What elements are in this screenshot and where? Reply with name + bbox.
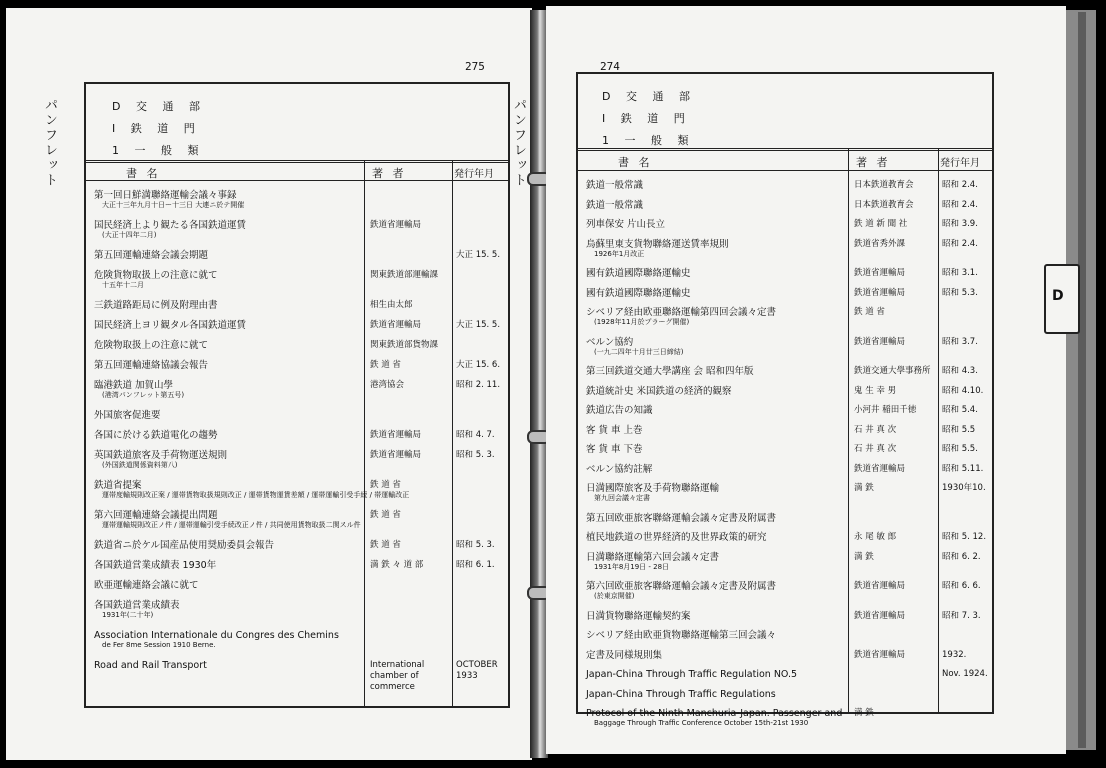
right-col-year-header: 発行年月 xyxy=(940,158,980,169)
row-year: 昭和 5. 3. xyxy=(456,450,495,460)
row-title: 鉄道広告の知識 xyxy=(586,405,653,416)
row-note: 1931年(二十年) xyxy=(102,611,154,619)
row-year: 昭和 5. 12. xyxy=(942,532,987,542)
row-year: 昭和 3.7. xyxy=(942,336,978,347)
row-author: 関東鉄道部貨物課 xyxy=(370,340,439,350)
row-author: 相生由太郎 xyxy=(370,300,413,310)
row-year: 昭和 2.4. xyxy=(942,199,978,210)
row-author: 鉄道省運輸局 xyxy=(854,649,906,660)
row-title: 第一回日鮮満聯絡運輸会議々事録 xyxy=(94,190,237,201)
row-year: 大正 15. 6. xyxy=(456,360,501,370)
row-author: 石 井 真 次 xyxy=(854,444,897,454)
row-year: 昭和 4.10. xyxy=(942,385,984,396)
row-year: 昭和 3.1. xyxy=(942,268,978,278)
row-author: 鉄 道 省 xyxy=(370,360,401,370)
row-title: 第五回欧亜旅客聯絡運輸会議々定書及附属書 xyxy=(586,512,777,524)
row-author: 鉄 道 省 xyxy=(854,307,885,317)
row-author: 日本鉄道教育会 xyxy=(854,199,914,210)
left-header-department: I 鉄 道 門 xyxy=(112,122,201,135)
row-year: Nov. 1924. xyxy=(942,669,988,679)
binder-edge-shadow xyxy=(1078,12,1086,748)
right-header-division: D 交 通 部 xyxy=(602,90,696,103)
right-col-author-header: 著 者 xyxy=(856,156,891,169)
row-title: 臨港鉄道 加賀山學 xyxy=(94,380,174,391)
row-title: 客 貨 車 下巻 xyxy=(586,444,643,455)
left-header-division: D 交 通 部 xyxy=(112,100,206,113)
row-author: 鉄 道 省 xyxy=(370,480,401,490)
row-title: 客 貨 車 上巻 xyxy=(586,424,643,436)
index-tab-letter: D xyxy=(1052,288,1064,304)
row-year: 昭和 5. 3. xyxy=(456,540,495,550)
left-page-number: 275 xyxy=(465,60,485,73)
row-author: 鉄道省運輸局 xyxy=(854,463,906,474)
row-note: (一九二四年十月廿三日締結) xyxy=(594,347,684,356)
row-title: 第六回欧亜旅客聯絡運輸会議々定書及附属書 xyxy=(586,581,777,592)
row-note: Baggage Through Traffic Conference October 15th-21st 1930 xyxy=(594,719,809,727)
row-author: 日本鉄道教育会 xyxy=(854,180,914,190)
row-author: 鉄道省運輸局 xyxy=(854,610,906,621)
right-header-category: 1 一 般 類 xyxy=(602,134,695,147)
right-header-department: I 鉄 道 門 xyxy=(602,112,691,125)
row-note: (港湾パンフレット第五号) xyxy=(102,391,185,399)
left-side-label: パンフレット xyxy=(42,98,57,188)
row-title: ベルン協約註解 xyxy=(586,463,653,475)
row-author: 満 鉄 xyxy=(854,483,874,493)
row-title: 三鉄道路距局に例及附理由書 xyxy=(94,300,218,311)
row-year: 昭和 2. 11. xyxy=(456,380,501,390)
row-year: 昭和 6. 1. xyxy=(456,560,495,570)
row-note: 1926年1月改正 xyxy=(594,249,645,258)
row-author: 鉄道省運輸局 xyxy=(854,287,906,298)
row-title: 國有鉄道國際聯絡運輸史 xyxy=(586,287,691,299)
row-note: 第九回会議々定書 xyxy=(594,494,650,502)
row-author: 鉄道省運輸局 xyxy=(854,268,906,278)
row-author: 港湾協会 xyxy=(370,380,405,390)
row-year: 昭和 3.9. xyxy=(942,219,978,229)
row-title: 第三回鉄道交通大學講座 会 昭和四年版 xyxy=(586,366,754,377)
row-title: 日満聯絡運輸第六回会議々定書 xyxy=(586,551,720,563)
row-title: 鉄道統計史 米国鉄道の経済的観察 xyxy=(586,385,732,397)
row-author: 小河井 稲田千徳 xyxy=(854,405,917,415)
row-title: 鉄道省ニ於ケル国産品使用奨励委員会報告 xyxy=(94,540,275,551)
row-year: OCTOBER 1933 xyxy=(456,660,498,681)
row-title: 日満國際旅客及手荷物聯絡運輸 xyxy=(586,483,720,494)
row-year: 昭和 2.4. xyxy=(942,238,978,249)
row-year: 昭和 6. 2. xyxy=(942,551,981,562)
row-note: 大正十三年九月十日ー十三日 大連ニ於テ開催 xyxy=(102,201,245,209)
row-year: 昭和 4.3. xyxy=(942,366,978,376)
row-title: 日満貨物聯絡運輸契約案 xyxy=(586,610,691,622)
row-year: 昭和 5.5 xyxy=(942,424,976,435)
row-title: Protocol of the Ninth Manchuria-Japan. Passenger and xyxy=(586,708,843,719)
row-title: 欧亜運輸連絡会議に就て xyxy=(94,580,199,591)
row-year: 昭和 5.3. xyxy=(942,287,978,298)
row-author: 鉄道省運輸局 xyxy=(854,336,906,347)
row-title: 定書及同様規則集 xyxy=(586,649,663,661)
row-title: 植民地鉄道の世界経済的及世界政策的研究 xyxy=(586,532,767,543)
row-title: シベリア経由欧亜貨物聯絡運輸第三回会議々 xyxy=(586,630,777,641)
row-title: シベリア経由欧亜聯絡運輸第四回会議々定書 xyxy=(586,307,777,318)
row-title: 危険物取扱上の注意に就て xyxy=(94,340,209,351)
row-year: 大正 15. 5. xyxy=(456,250,501,260)
right-col-divider-2 xyxy=(938,148,939,712)
row-title: 各国鉄道営業成績表 xyxy=(94,600,180,611)
row-author: 鉄道省運輸局 xyxy=(370,450,422,460)
row-author: 鬼 生 幸 男 xyxy=(854,385,897,396)
row-note: 運帯度輸規則改正案 / 運帯貨物取扱規則改正 / 運帯貨物運賃差額 / 運帯運輸引受手続 / 帯運輸改正 xyxy=(102,491,410,499)
right-page xyxy=(546,6,1066,754)
row-title: 烏蘇里東支貨物聯絡運送賃率規則 xyxy=(586,238,729,250)
row-author: 鉄道省運輸局 xyxy=(854,581,906,591)
row-author: International chamber of commerce xyxy=(370,660,425,692)
left-catalog-table xyxy=(84,82,510,708)
row-author: 満 鉄 xyxy=(854,708,874,718)
right-catalog-table xyxy=(576,72,994,727)
left-col-title-header: 書 名 xyxy=(126,167,161,180)
row-title: 第五回運輸連絡会議会期題 xyxy=(94,250,209,261)
row-author: 関東鉄道部運輸課 xyxy=(370,270,439,280)
row-author: 鉄道省秀外課 xyxy=(854,238,906,249)
row-author: 鉄 道 省 xyxy=(370,540,401,550)
row-title: 各国鉄道営業成績表 1930年 xyxy=(94,560,217,571)
right-header-rule xyxy=(578,148,992,151)
right-col-divider-1 xyxy=(848,148,849,712)
row-year: 昭和 7. 3. xyxy=(942,610,981,621)
row-year: 昭和 5.5. xyxy=(942,444,978,454)
row-note: (1928年11月於プラーグ開催) xyxy=(594,318,690,326)
right-side-label-on-left-page: パンフレット xyxy=(511,98,526,188)
row-author: 鉄道省運輸局 xyxy=(370,430,422,440)
row-author: 鉄 道 新 聞 社 xyxy=(854,219,908,229)
row-year: 大正 15. 5. xyxy=(456,320,501,330)
row-note: (大正十四年二月) xyxy=(102,231,157,239)
row-year: 昭和 6. 6. xyxy=(942,581,981,591)
row-title: 列車保安 片山長立 xyxy=(586,219,666,230)
row-title: 第六回運輸連絡会議提出問題 xyxy=(94,510,218,521)
left-header-category: 1 一 般 類 xyxy=(112,144,205,157)
row-title: 鉄道一般常識 xyxy=(586,180,644,191)
row-note: (外国鉄道関係資料第八) xyxy=(102,461,178,469)
row-year: 1930年10. xyxy=(942,483,986,493)
left-col-author-header: 著 者 xyxy=(372,167,407,180)
right-col-title-header: 書 名 xyxy=(618,156,653,169)
left-col-divider-2 xyxy=(452,160,453,706)
row-author: 満 鉄 xyxy=(854,551,874,562)
left-header-rule xyxy=(86,160,508,163)
row-title: 国民経済上より観たる各国鉄道運賃 xyxy=(94,220,247,231)
left-col-divider-1 xyxy=(364,160,365,706)
row-year: 昭和 5.4. xyxy=(942,405,978,415)
row-year: 昭和 4. 7. xyxy=(456,430,495,440)
row-note: 1931年8月19日 - 28日 xyxy=(594,562,670,571)
row-title: 英国鉄道旅客及手荷物運送規則 xyxy=(94,450,228,461)
row-title: Association Internationale du Congres des Chemins xyxy=(94,630,339,641)
left-col-year-header: 発行年月 xyxy=(454,169,494,180)
row-author: 満 鉄 々 道 部 xyxy=(370,560,424,570)
row-note: (於東京開催) xyxy=(594,592,635,600)
row-year: 1932. xyxy=(942,649,967,660)
row-year: 昭和 2.4. xyxy=(942,180,978,190)
left-page xyxy=(6,8,532,760)
row-title: Japan-China Through Traffic Regulations xyxy=(586,688,776,700)
row-year: 昭和 5.11. xyxy=(942,463,984,474)
row-author: 鉄 道 省 xyxy=(370,510,401,520)
row-title: ベルン協約 xyxy=(586,336,634,348)
row-note: 運帯運輸規則改正ノ件 / 運帯運輸引受手続改正ノ件 / 共同使用貨物取扱二関スル件 xyxy=(102,521,361,529)
right-page-number: 274 xyxy=(600,60,620,73)
row-title: 国民経済上ヨリ観タル各国鉄道運賃 xyxy=(94,320,247,331)
row-author: 鉄道省運輸局 xyxy=(370,220,422,230)
row-note: 十五年十二月 xyxy=(102,281,144,289)
row-title: 鉄道一般常識 xyxy=(586,199,644,211)
row-title: 外国旅客促進要 xyxy=(94,410,161,421)
row-author: 永 尾 敏 郎 xyxy=(854,532,897,542)
row-title: Road and Rail Transport xyxy=(94,660,207,671)
row-note: de Fer 8me Session 1910 Berne. xyxy=(102,641,216,649)
row-title: Japan-China Through Traffic Regulation NO.5 xyxy=(586,669,798,680)
row-author: 鉄道交通大學事務所 xyxy=(854,366,931,376)
right-column-rule xyxy=(578,170,992,171)
row-title: 第五回運輸連絡協議会報告 xyxy=(94,360,209,371)
row-title: 鉄道省提案 xyxy=(94,480,142,491)
row-author: 鉄道省運輸局 xyxy=(370,320,422,330)
row-title: 各国に於ける鉄道電化の趨勢 xyxy=(94,430,218,441)
row-title: 危険貨物取扱上の注意に就て xyxy=(94,270,218,281)
row-title: 國有鉄道國際聯絡運輸史 xyxy=(586,268,691,279)
row-author: 石 井 真 次 xyxy=(854,424,897,435)
